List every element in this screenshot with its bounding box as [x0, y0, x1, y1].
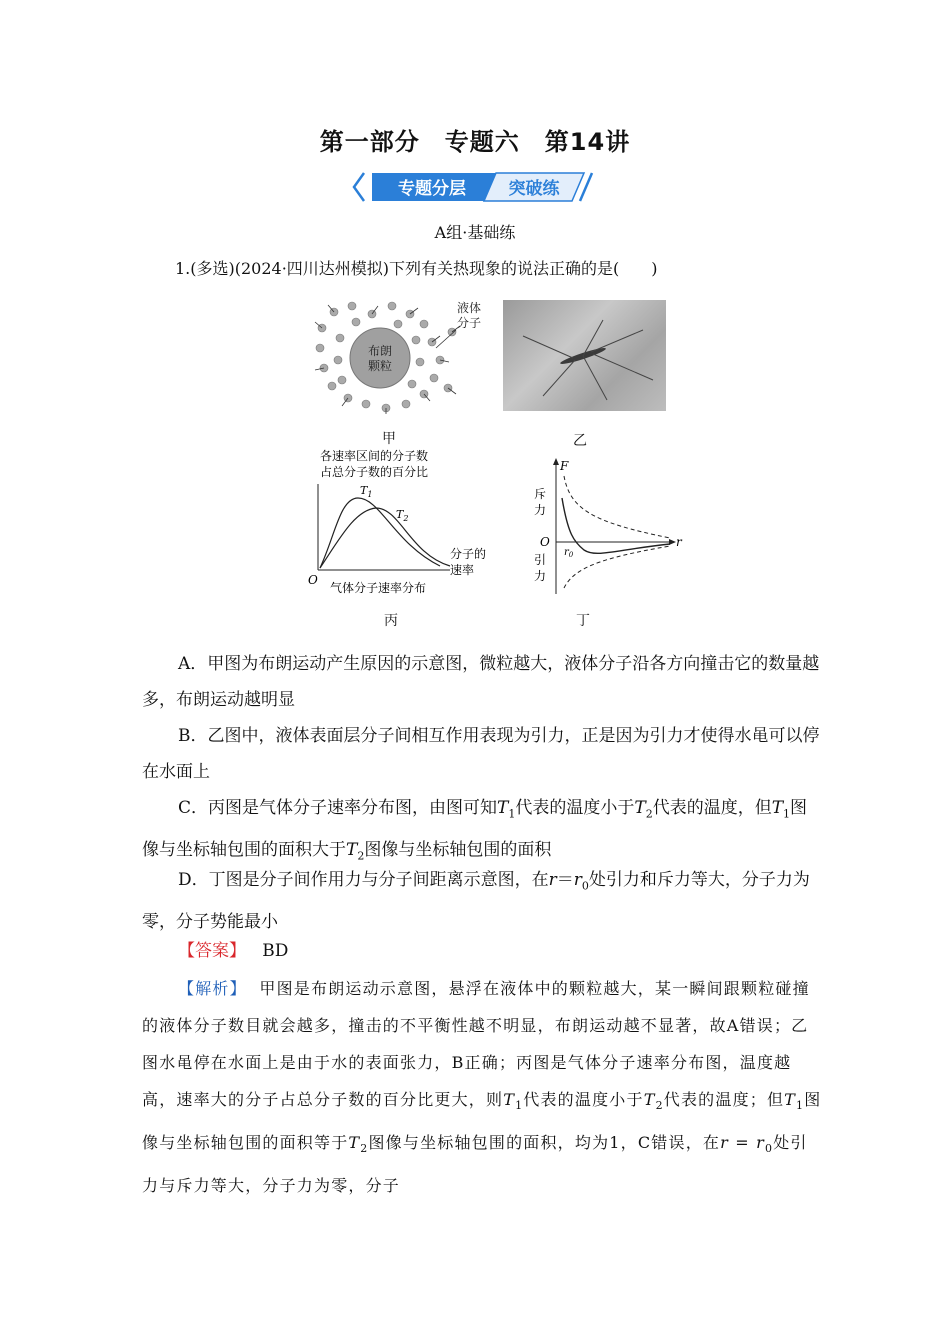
bing-xlabel-2: 速率	[450, 563, 475, 577]
liquid-label-2: 分子	[457, 316, 482, 330]
particle-label-2: 颗粒	[367, 359, 393, 373]
bing-subtitle: 气体分子速率分布	[330, 581, 427, 595]
section-banner	[352, 170, 602, 204]
bing-ylabel-1: 各速率区间的分子数	[320, 449, 429, 463]
water-strider-photo	[503, 300, 666, 411]
ding-f: F	[560, 459, 569, 473]
t2-label: $T_2$	[396, 508, 409, 523]
t1-label: $T_1$	[360, 484, 373, 499]
particle-label: 布朗	[367, 344, 393, 358]
ding-r: r	[676, 535, 682, 549]
option-d: D．丁图是分子间作用力与分子间距离示意图，在$r=r_0$处引力和斥力等大，分子力为零，分子势能最小	[142, 870, 810, 933]
caption-yi: 乙	[573, 433, 587, 449]
r0-label: $r_0$	[564, 547, 574, 559]
group-label: A组·基础练	[434, 223, 516, 242]
answer-tag: 【答案】	[178, 941, 246, 961]
figure-bing	[300, 446, 500, 606]
answer-value: BD	[262, 941, 289, 961]
option-c: C．丙图是气体分子速率分布图，由图可知$T_1$代表的温度小于$T_2$代表的温度，但$T_1$图像与坐标轴包围的面积大于$T_2$图像与坐标轴包围的面积	[142, 798, 808, 863]
ding-repulse: 斥	[534, 487, 547, 501]
liquid-label: 液体	[457, 301, 482, 315]
bing-origin: O	[308, 573, 318, 587]
ding-repulse-2: 力	[534, 503, 547, 517]
attractive-curve	[564, 546, 670, 588]
net-force-curve	[562, 498, 670, 553]
bing-xlabel-1: 分子的	[450, 547, 487, 561]
banner-left-label: 专题分层	[398, 179, 466, 199]
caption-bing: 丙	[384, 613, 398, 629]
figure-jia	[312, 300, 492, 415]
caption-ding: 丁	[576, 613, 590, 629]
explanation: 【解析】 甲图是布朗运动示意图，悬浮在液体中的颗粒越大，某一瞬间跟颗粒碰撞的液体分子数目就会越多，撞击的不平衡性越不明显，布朗运动越不显著，故A错误；乙图水黾停在水面上是由于水的表面张力，B正确；丙图是气体分子速率分布图，温度越高，速率大的分子占总分子数的百分比更大，则$T_1$代表的温度小于$T_2$代表的温度；但$T_1$图像与坐标轴包围的面积等于$T_2$图像与坐标轴包围的面积，均为1，C错误，在$r = r_0$处引力与斥力等大，分子力为零，分子	[142, 979, 822, 1196]
option-b: B．乙图中，液体表面层分子间相互作用表现为引力，正是因为引力才使得水黾可以停在水面上	[142, 726, 820, 782]
question-text: 1.(多选)(2024·四川达州模拟)下列有关热现象的说法正确的是( )	[175, 259, 658, 278]
caption-jia: 甲	[382, 431, 396, 447]
ding-attract-2: 力	[534, 569, 547, 583]
page-title: 第一部分 专题六 第14讲	[319, 128, 631, 156]
answer-line	[178, 936, 288, 961]
banner-right-label: 突破练	[508, 179, 560, 199]
figure-ding	[530, 458, 690, 598]
ding-attract: 引	[534, 553, 547, 567]
bing-ylabel-2: 占总分子数的百分比	[320, 465, 429, 479]
explanation-tag: 【解析】	[178, 979, 247, 998]
ding-origin: O	[540, 535, 550, 549]
repulsive-curve	[564, 476, 670, 538]
option-a: A．甲图为布朗运动产生原因的示意图，微粒越大，液体分子沿各方向撞击它的数量越多，布朗运动越明显	[142, 654, 820, 710]
brownian-particle	[350, 328, 410, 388]
